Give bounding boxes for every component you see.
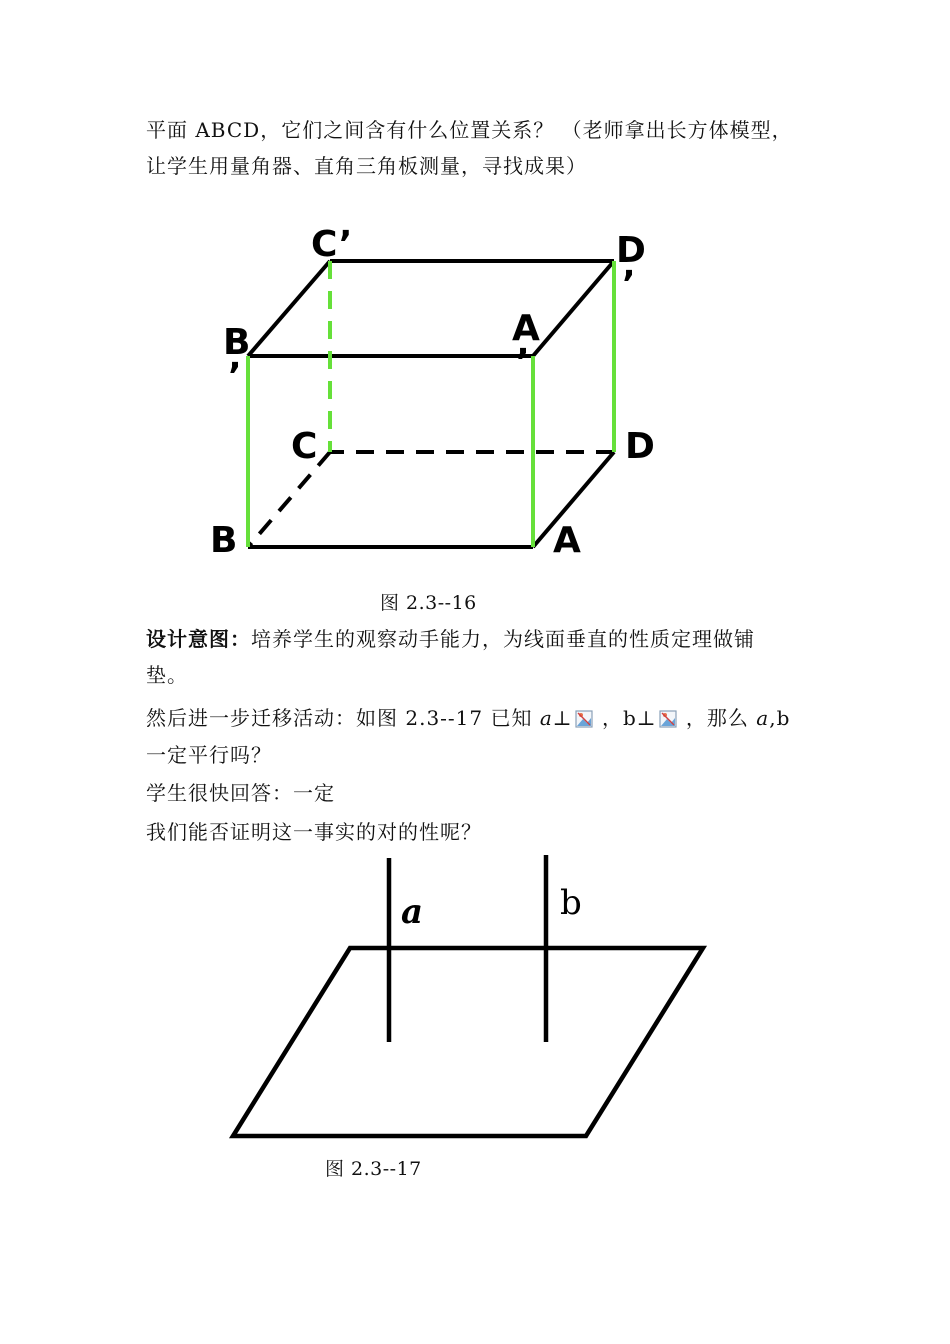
transfer-suffix: ，那么 [678,706,757,730]
figure1-caption: 图 2.3--16 [380,592,477,614]
label-line-b: b [560,883,582,923]
label-c-prime: C’ [311,224,353,265]
design-line-2: 垫。 [146,663,188,687]
broken-image-icon [659,703,677,721]
edge-bprime-cprime [248,261,330,356]
design-text-1: 培养学生的观察动手能力，为线面垂直的性质定理做铺 [251,627,755,651]
transfer-line-2: 一定平行吗？ [146,743,272,767]
label-b-prime: B [223,322,251,363]
transfer-mid: ，b⊥ [594,706,657,730]
design-line-1 [146,621,816,657]
label-c: C [291,426,318,467]
vertical-edges [248,261,614,547]
label-a: A [553,520,581,561]
intro-line-1: 平面 ABCD，它们之间含有什么位置关系？ （老师拿出长方体模型， [146,118,793,142]
label-line-a: a [401,892,424,932]
label-a-prime-mark: ’ [516,342,530,383]
var-b-rest: ,b [769,706,791,730]
label-b-prime-mark: ’ [228,356,242,397]
transfer-prefix: 然后进一步迁移活动：如图 2.3--17 已知 [146,706,540,730]
label-b: B [210,520,238,561]
label-d-prime: D [616,230,646,271]
edge-c-b-hidden [248,452,330,547]
figure2-caption: 图 2.3--17 [325,1158,422,1180]
figure-plane-diagram [0,840,950,1160]
intro-line-2: 让学生用量角器、直角三角板测量，寻找成果） [146,154,587,178]
label-a-prime: A [512,308,540,349]
edge-dprime-aprime [533,261,614,356]
label-d: D [625,426,655,467]
broken-image-icon [575,703,593,721]
figure-box-diagram [0,0,950,600]
plane-parallelogram [233,948,703,1136]
question-line: 我们能否证明这一事实的对的性呢？ [146,820,482,844]
transfer-line-1 [146,700,816,736]
perp-symbol-1: ⊥ [552,706,573,730]
var-a: a [539,706,553,730]
var-a-2: a [756,706,770,730]
answer-line: 学生很快回答：一定 [146,781,335,805]
top-face [248,261,614,356]
design-label: 设计意图： [146,627,251,651]
label-d-prime-mark: ’ [622,264,636,305]
